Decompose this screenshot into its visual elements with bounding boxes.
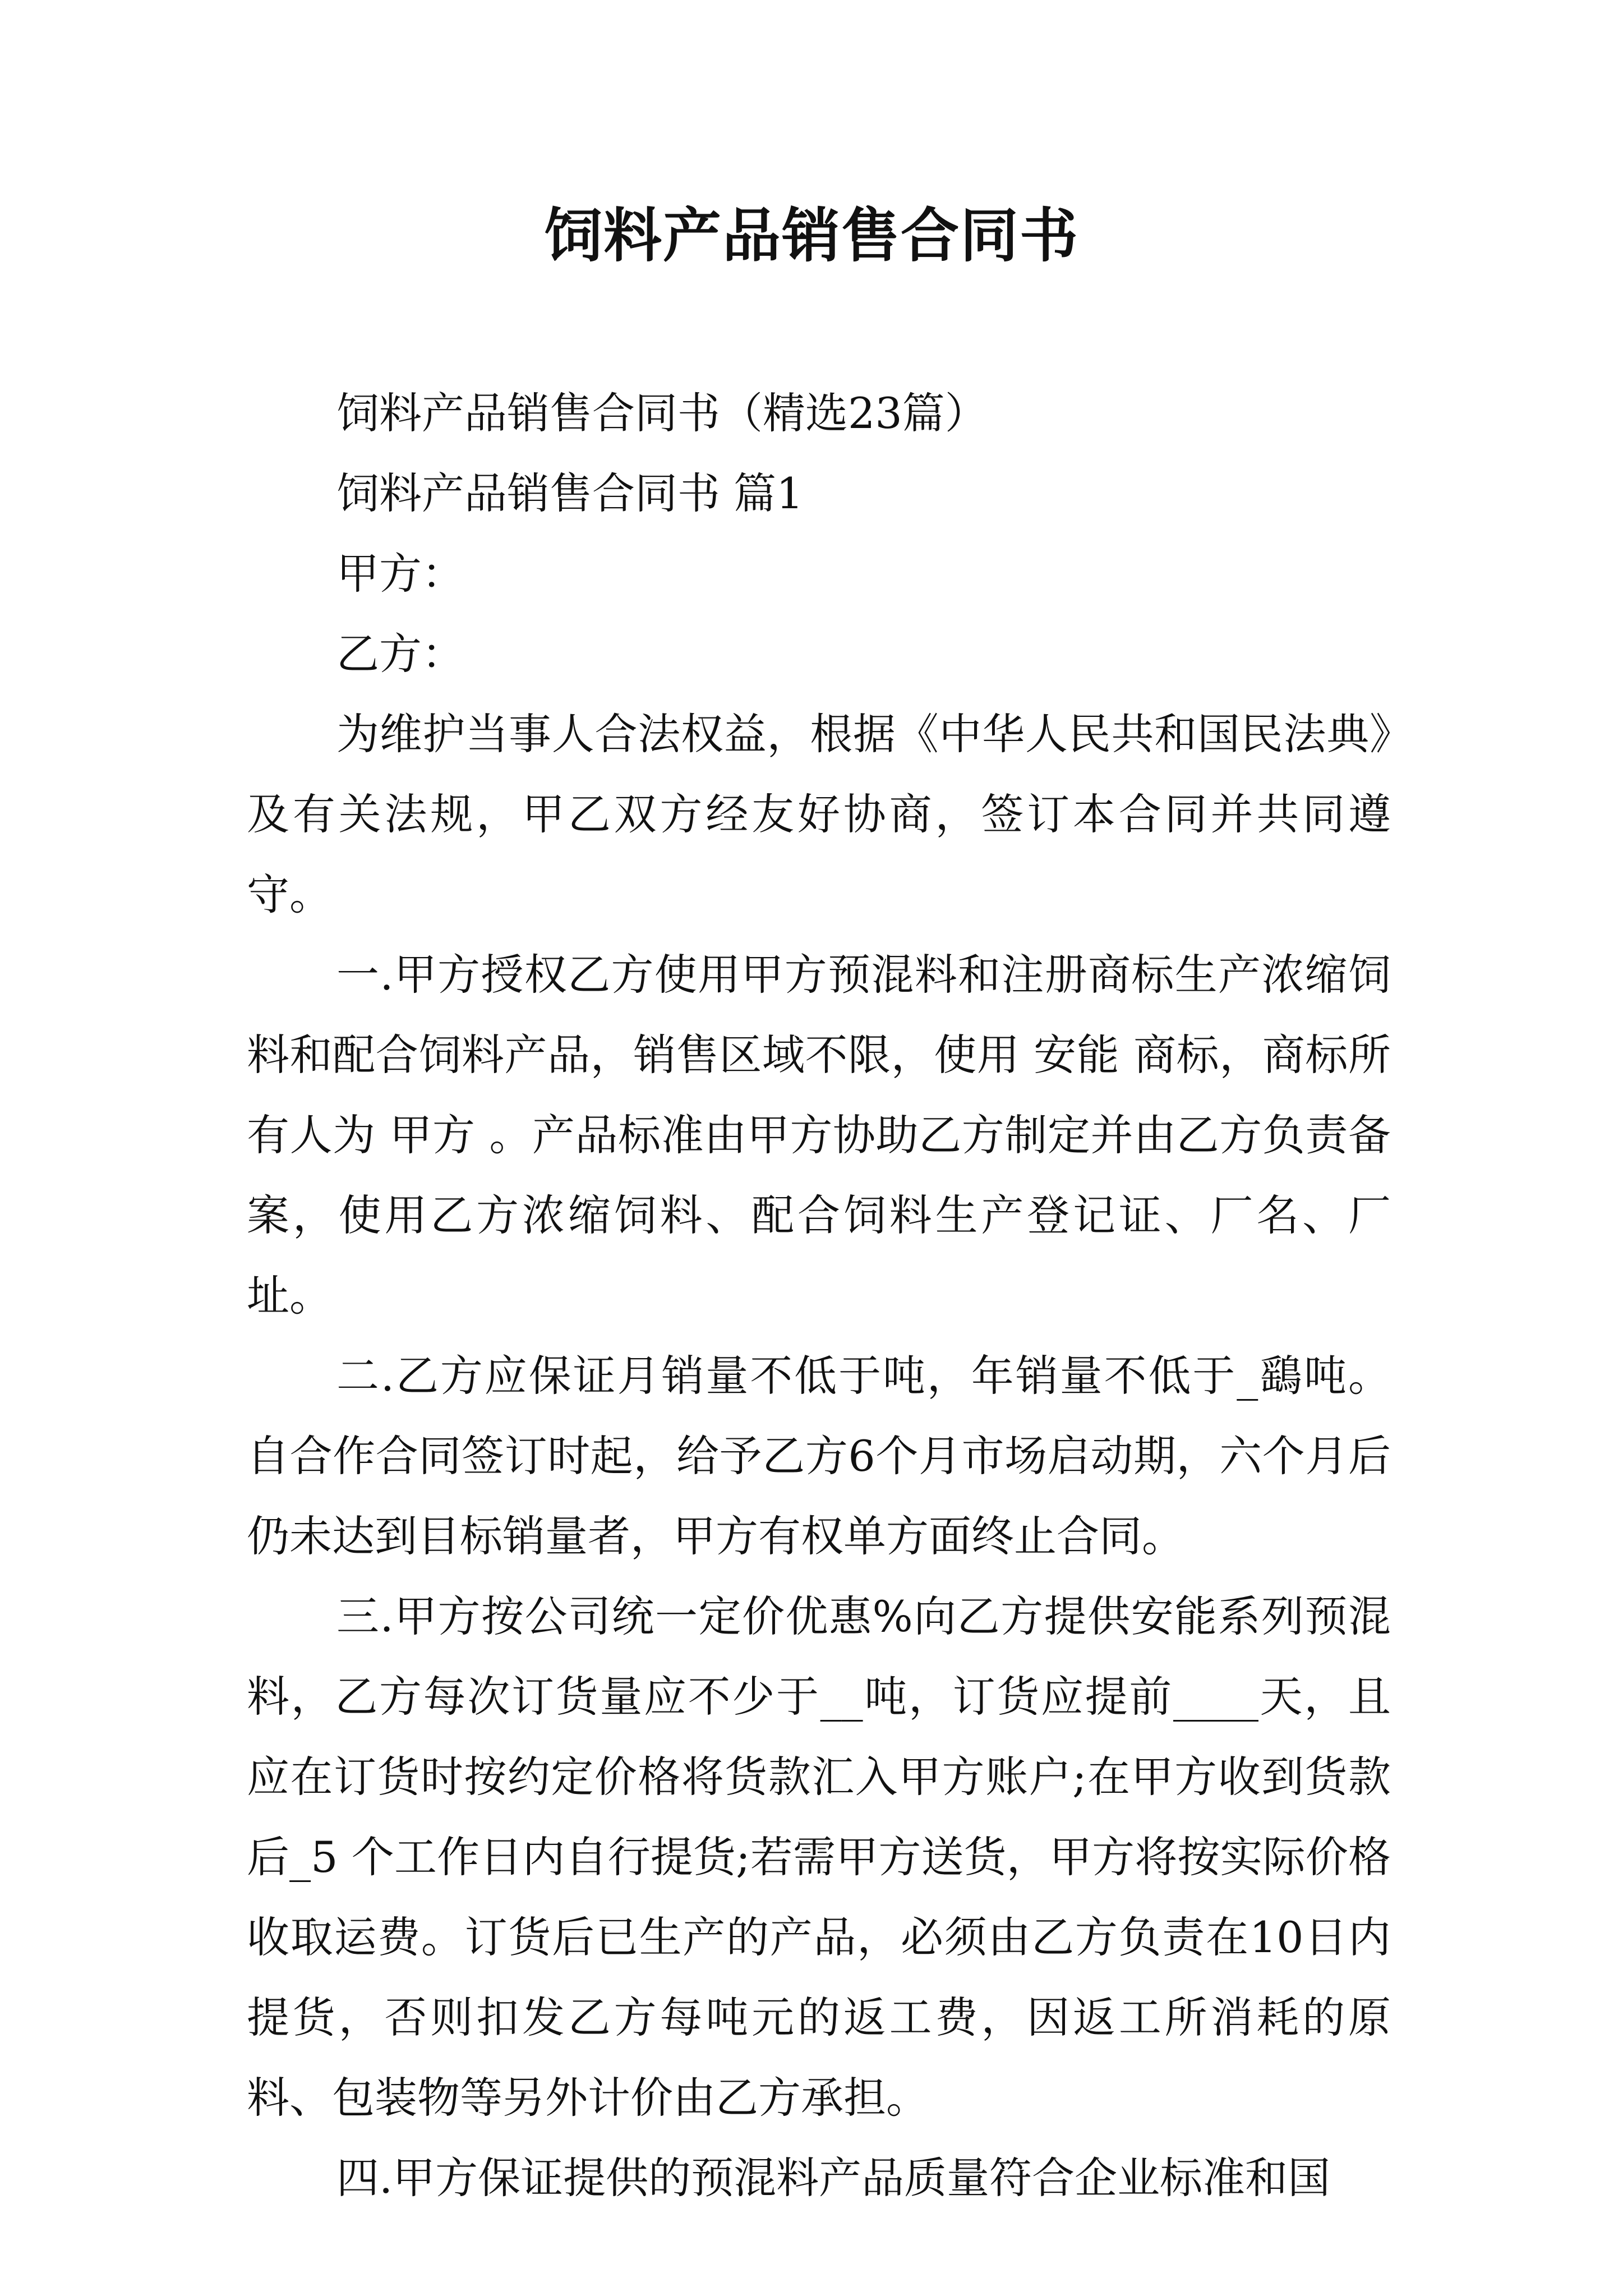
clause-1-paragraph: 一.甲方授权乙方使用甲方预混料和注册商标生产浓缩饲料和配合饲料产品，销售区域不限，使用 安能 商标，商标所有人为 甲方 。产品标准由甲方协助乙方制定并由乙方负责备案，使用乙方浓缩饲料、配合饲料生产登记证、厂名、厂址。 bbox=[247, 950, 1391, 1320]
party-a-line: 甲方： bbox=[336, 549, 464, 599]
document-title: 饲料产品销售合同书 bbox=[543, 201, 1079, 270]
party-b-line: 乙方： bbox=[336, 629, 464, 679]
preamble-paragraph: 为维护当事人合法权益，根据《中华人民共和国民法典》及有关法规，甲乙双方经友好协商，签订本合同并共同遵守。 bbox=[247, 709, 1391, 919]
subtitle-paragraph: 饲料产品销售合同书（精选23篇） bbox=[336, 388, 988, 438]
clause-3-paragraph: 三.甲方按公司统一定价优惠%向乙方提供安能系列预混料，乙方每次订货量应不少于__吨，订货应提前____天，且应在订货时按约定价格将货款汇入甲方账户;在甲方收到货款后_5 个工作日内自行提货;若需甲方送货，甲方将按实际价格收取运费。订货后已生产的产品，必须由乙方负责在10日内提货，否则扣发乙方每吨元的返工费，因返工所消耗的原料、包装物等另外计价由乙方承担。 bbox=[247, 1591, 1391, 2123]
section-heading: 饲料产品销售合同书 篇1 bbox=[336, 468, 804, 518]
clause-2-paragraph: 二.乙方应保证月销量不低于吨，年销量不低于_鷂吨。自合作合同签订时起，给予乙方6个月市场启动期，六个月后仍未达到目标销量者，甲方有权单方面终止合同。 bbox=[247, 1351, 1391, 1561]
document-body bbox=[247, 373, 1391, 2218]
clause-4-paragraph: 四.甲方保证提供的预混料产品质量符合企业标准和国 bbox=[336, 2153, 1331, 2203]
